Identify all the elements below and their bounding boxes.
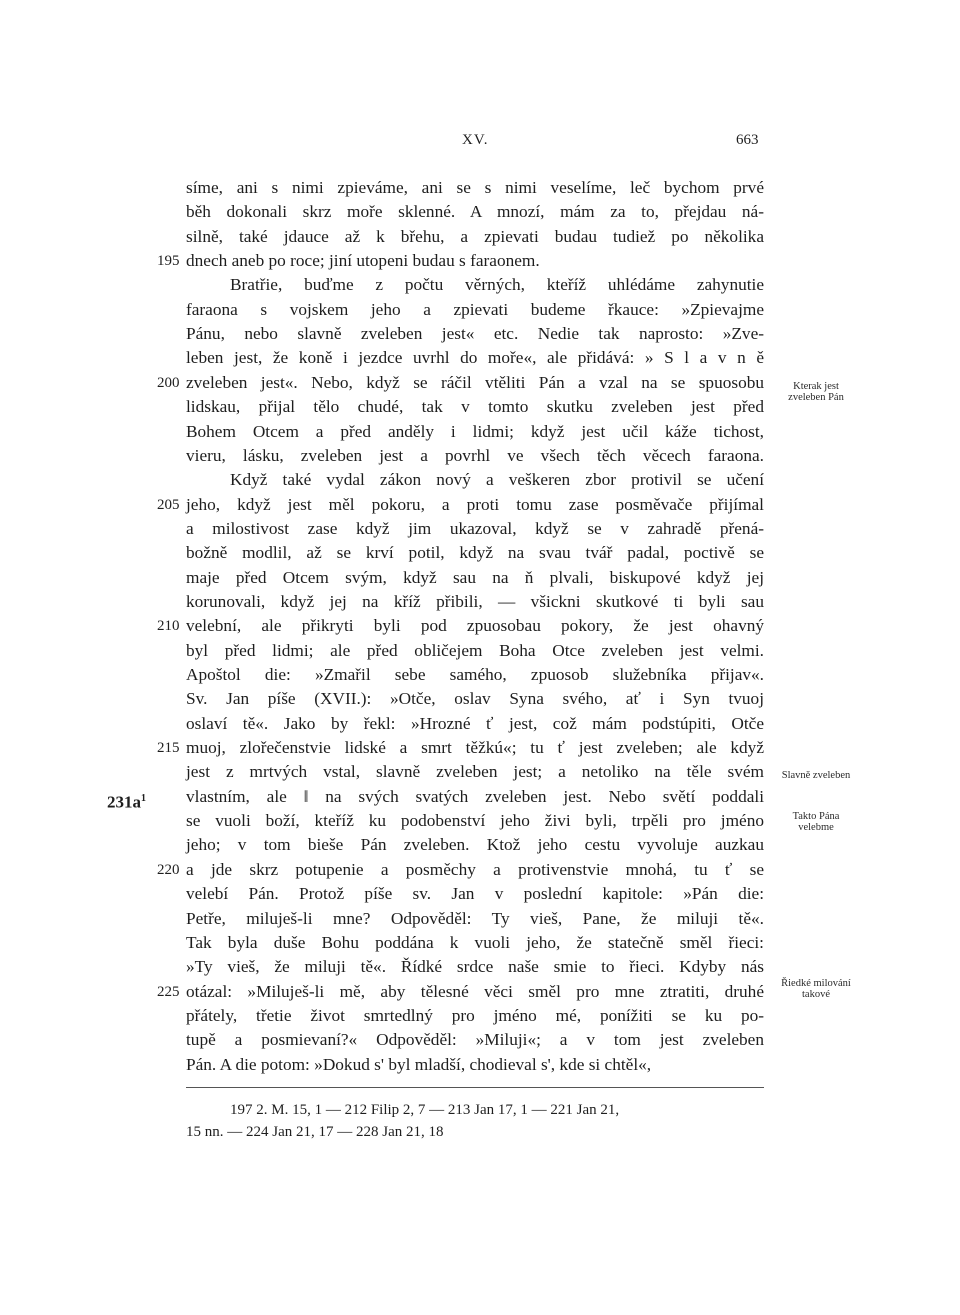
text-line: muoj, zlořečenstvie lidské a smrt těžkú«; tu ť jest zveleben; ale když — [186, 738, 764, 757]
text-line: leben jest, že koně i jezdce uvrhl do moře«, ale přidává: » S l a v n ě — [186, 348, 764, 367]
text-line: zveleben jest«. Nebo, když se ráčil vtěliti Pán a vzal na se spuosobu — [186, 373, 764, 392]
text-line: maje před Otcem svým, když sau na ň plvali, biskupové když jej — [186, 568, 764, 587]
text-line: Když také vydal zákon nový a veškeren zbor protivil se učení — [230, 470, 764, 489]
text-line: a milostivost zase když jim ukazoval, když se v zahradě přená- — [186, 519, 764, 538]
text-line: a jde skrz potupenie a posměchy a protivenstvie mnohá, tu ť se — [186, 860, 764, 879]
text-line: oslaví tě«. Jako by řekl: »Hrozné ť jest, což mám podstúpiti, Otče — [186, 714, 764, 733]
margin-note-line: Slavně zveleben — [781, 770, 851, 781]
text-line: síme, ani s nimi zpieváme, ani se s nimi veselíme, leč bychom prvé — [186, 178, 764, 197]
footnote-separator — [186, 1087, 764, 1088]
folio-label: 231a — [107, 792, 141, 812]
text-line: faraona s vojskem jeho a zpievati budeme řkauce: »Zpievajme — [186, 300, 764, 319]
text-line: silně, také jdauce až k břehu, a zpievati budau tudiež po několika — [186, 227, 764, 246]
text-line: dnech aneb po roce; jiní utopeni budau s faraonem. — [186, 251, 540, 270]
margin-note-line: Kterak jest — [793, 381, 839, 392]
margin-note — [768, 811, 864, 833]
margin-note-line: zveleben Pán — [788, 392, 844, 403]
line-number: 220 — [157, 862, 180, 878]
margin-note — [768, 770, 864, 781]
footnote-line: 197 2. M. 15, 1 — 212 Filip 2, 7 — 213 Jan 17, 1 — 221 Jan 21, — [230, 1102, 620, 1118]
text-line: Pán. A die potom: »Dokud s' byl mladší, chodieval s', kde si chtěl«, — [186, 1055, 652, 1074]
text-line: Sv. Jan píše (XVII.): »Otče, oslav Syna svého, ať i Syn tvuoj — [186, 689, 764, 708]
text-line: Petře, miluješ-li mne? Odpověděl: Ty vieš, Pane, že miluji tě«. — [186, 909, 764, 928]
text-line: jeho, když jest měl pokoru, a proti tomu zase posměvače přijímal — [186, 495, 764, 514]
line-number: 215 — [157, 740, 180, 756]
text-line: přátely, třetie život smrtedlný pro jméno mé, ponížiti se ku po- — [186, 1006, 764, 1025]
text-line: Tak byla duše Bohu poddána k vuoli jeho, že statečně směl řieci: — [186, 933, 764, 952]
text-line: Apoštol die: »Zmařil sebe samého, zpuosob služebníka přijav«. — [186, 665, 764, 684]
margin-note — [768, 381, 864, 403]
running-header-section: XV. — [462, 132, 489, 148]
text-line: velebí Pán. Protož píše sv. Jan v poslední kapitole: »Pán die: — [186, 884, 764, 903]
text-line: byl před lidmi; ale před obličejem Boha Otce zveleben jest velmi. — [186, 641, 764, 660]
margin-note-line: Řiedké milování — [781, 978, 851, 989]
text-line: vlastním, ale ‖ na svých svatých zveleben jest. Nebo světí poddali — [186, 787, 764, 806]
footnote-line: 15 nn. — 224 Jan 21, 17 — 228 Jan 21, 18 — [186, 1124, 444, 1140]
margin-note-line: takové — [802, 989, 830, 1000]
text-line: korunovali, když jej na kříž přibili, — všickni skutkové ti byli sau — [186, 592, 764, 611]
manuscript-folio-marker — [107, 788, 146, 814]
text-line: Pánu, nebo slavně zveleben jest« etc. Nedie tak naprosto: »Zve- — [186, 324, 764, 343]
line-number: 205 — [157, 497, 180, 513]
folio-superscript: 1 — [141, 793, 146, 804]
text-line: běh dokonali skrz moře sklenné. A mnozí, mám za to, přejdau ná- — [186, 202, 764, 221]
text-line: »Ty vieš, že miluji tě«. Řídké srdce naše smie to řieci. Kdyby nás — [186, 957, 764, 976]
text-line: jeho; v tom bieše Pán zveleben. Ktož jeho cestu vyvoluje auzkau — [186, 835, 764, 854]
text-line: velební, ale přikryti byli pod zpuosobau pokory, že jest ohavný — [186, 616, 764, 635]
text-line: Bohem Otcem a před anděly i lidmi; když jest učil káže tichost, — [186, 422, 764, 441]
text-line: vieru, lásku, zveleben jest a povrhl ve všech těch věcech faraona. — [186, 446, 764, 465]
text-line: otázal: »Miluješ-li mě, aby tělesné věci směl pro mne ztratiti, druhé — [186, 982, 764, 1001]
line-number: 195 — [157, 253, 180, 269]
text-line: božně modlil, až se krví potil, když na svau tvář padal, poctivě se — [186, 543, 764, 562]
line-number: 225 — [157, 984, 180, 1000]
text-line: lidskau, přijal tělo chudé, tak v tomto skutku zveleben jest před — [186, 397, 764, 416]
margin-note — [768, 978, 864, 1000]
text-line: jest z mrtvých vstal, slavně zveleben jest; a netoliko na těle svém — [186, 762, 764, 781]
margin-note-line: Takto Pána — [792, 811, 840, 822]
line-number: 210 — [157, 618, 180, 634]
text-line: Bratřie, buďme z počtu věrných, kteříž uhlédáme zahynutie — [230, 275, 764, 294]
text-line: se vuoli boží, kteříž ku podobenství jeho živi byli, trpěli pro jméno — [186, 811, 764, 830]
line-number: 200 — [157, 375, 180, 391]
margin-note-line: velebme — [798, 822, 834, 833]
page-number: 663 — [736, 132, 759, 148]
text-line: tupě a posmievaní?« Odpověděl: »Miluji«; a v tom jest zveleben — [186, 1030, 764, 1049]
